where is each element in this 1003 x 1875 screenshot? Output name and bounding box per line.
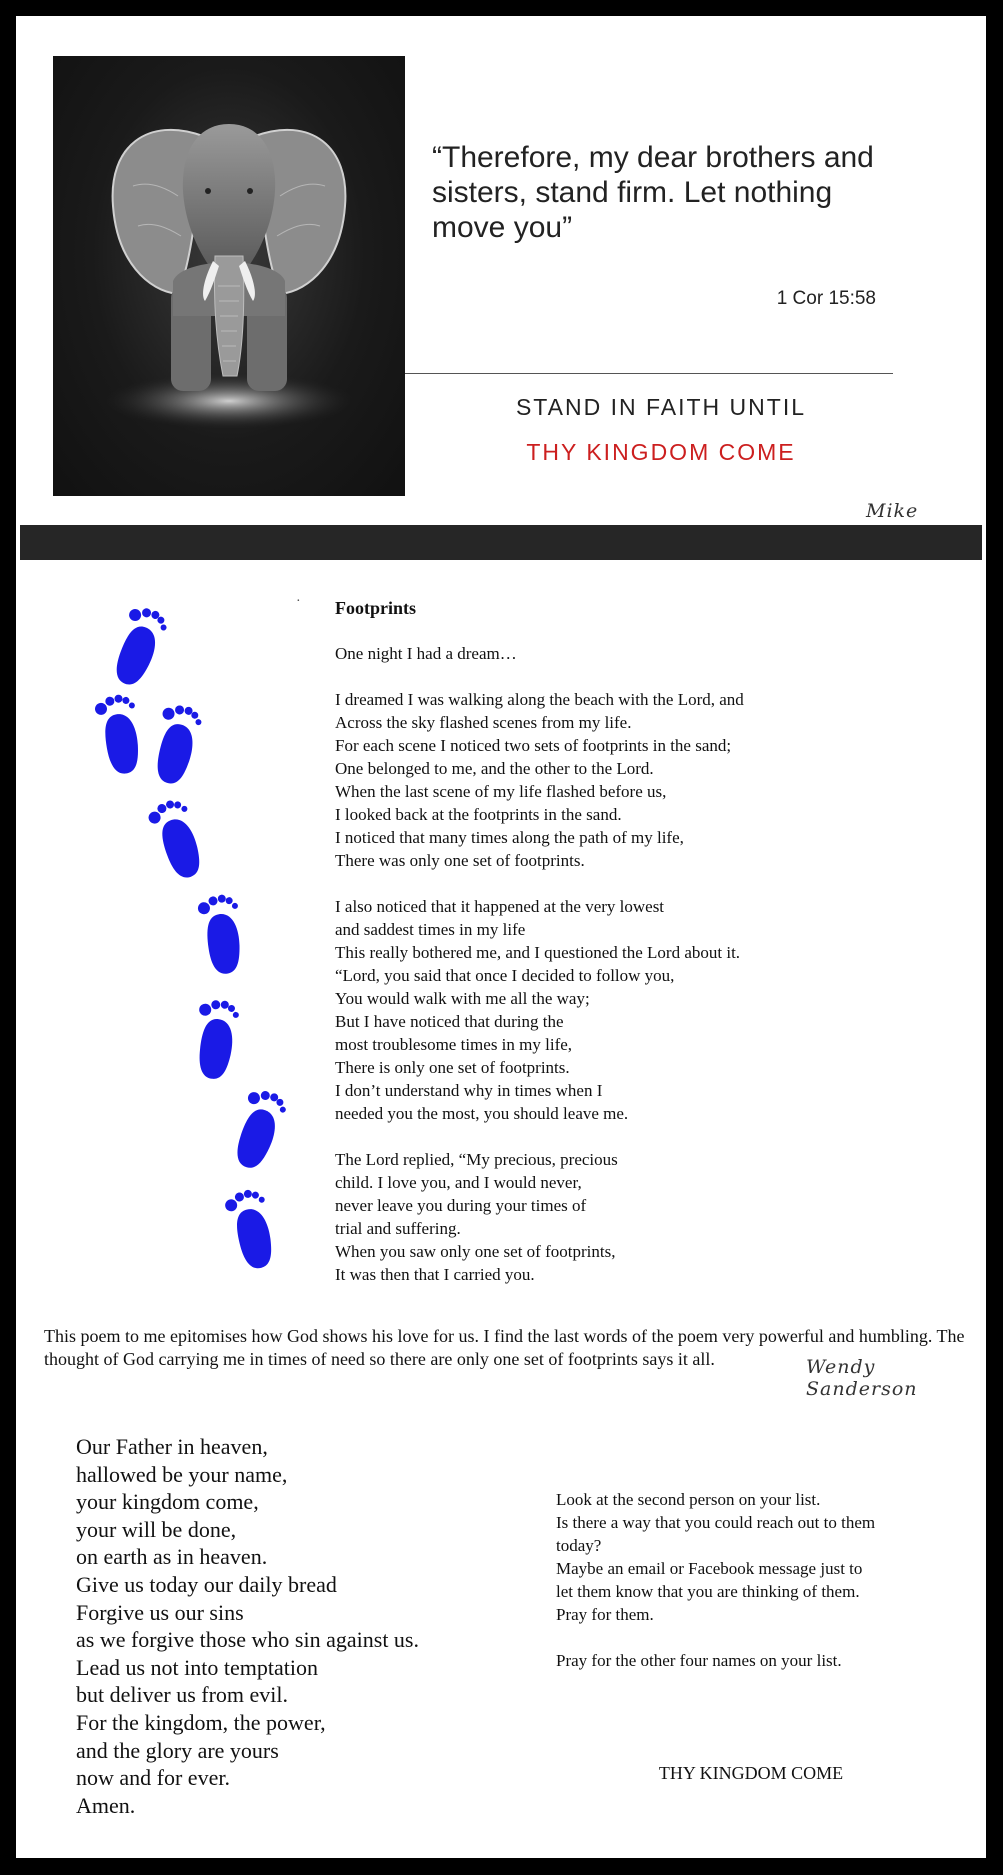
poem-body	[335, 642, 895, 1309]
poem-line: The Lord replied, “My precious, precious	[335, 1150, 618, 1169]
closing-heading: THY KINGDOM COME	[658, 1763, 844, 1783]
poem-line: There is only one set of footprints.	[335, 1058, 570, 1077]
prayer-line: hallowed be your name,	[76, 1461, 288, 1487]
poem-line: most troublesome times in my life,	[335, 1035, 573, 1054]
prayer-line: For the kingdom, the power,	[76, 1709, 326, 1735]
poem-line: “Lord, you said that once I decided to follow you,	[335, 966, 675, 985]
prayer-line: now and for ever.	[76, 1765, 230, 1791]
prayer-line: your will be done,	[76, 1516, 237, 1542]
prayer-line: Give us today our daily bread	[76, 1571, 337, 1597]
poem-line: I noticed that many times along the path of my life,	[335, 828, 684, 847]
action-line: today?	[556, 1536, 602, 1555]
poem-line: trial and suffering.	[335, 1219, 461, 1238]
elephant-illustration	[53, 56, 405, 496]
poem-line: One belonged to me, and the other to the Lord.	[335, 759, 654, 778]
scripture-reference: 1 Cor 15:58	[776, 288, 876, 309]
poem-stanza	[335, 642, 895, 665]
poem-line: This really bothered me, and I questioned the Lord about it.	[335, 943, 741, 962]
spacer	[556, 1626, 946, 1649]
poem-line: I don’t understand why in times when I	[335, 1081, 603, 1100]
prayer-line: as we forgive those who sin against us.	[76, 1627, 419, 1653]
poem-stanza	[335, 895, 895, 1125]
action-line: Pray for them.	[556, 1605, 654, 1624]
page	[16, 16, 986, 1858]
prayer-line: Forgive us our sins	[76, 1599, 244, 1625]
prayer-line: Our Father in heaven,	[76, 1434, 268, 1459]
prayer-line: Amen.	[76, 1792, 136, 1818]
action-line: let them know that you are thinking of them.	[556, 1582, 860, 1601]
poem-stanza	[335, 688, 895, 872]
action-line: Is there a way that you could reach out to them	[556, 1513, 876, 1532]
author-signature: Mike	[866, 500, 919, 522]
action-final-line: Pray for the other four names on your list.	[556, 1651, 842, 1670]
poem-line: When the last scene of my life flashed before us,	[335, 782, 667, 801]
poem-line: But I have noticed that during the	[335, 1012, 564, 1031]
prayer-line: but deliver us from evil.	[76, 1682, 289, 1708]
footprints-illustration	[86, 586, 306, 1301]
poem-line: never leave you during your times of	[335, 1196, 587, 1215]
poem-marker: ·	[296, 594, 301, 609]
poem-line: child. I love you, and I would never,	[335, 1173, 582, 1192]
poem-stanza	[335, 1148, 895, 1286]
lords-prayer	[76, 1433, 496, 1819]
poem-line: It was then that I carried you.	[335, 1265, 535, 1284]
divider	[405, 373, 893, 374]
action-line: Look at the second person on your list.	[556, 1490, 821, 1509]
poem-line: For each scene I noticed two sets of footprints in the sand;	[335, 736, 732, 755]
poem-title: Footprints	[335, 598, 416, 618]
poem-line: I also noticed that it happened at the very lowest	[335, 897, 665, 916]
poem-line: When you saw only one set of footprints,	[335, 1242, 616, 1261]
scripture-quote: “Therefore, my dear brothers and sisters, stand firm. Let nothing move you”	[432, 141, 874, 244]
prayer-line: Lead us not into temptation	[76, 1654, 318, 1680]
reflection-paragraph: This poem to me epitomises how God shows his love for us. I find the last words of the poem very powerful and humbling. The thought of God carrying me in times of need so there are only one set of footprints says it all.	[44, 1326, 965, 1369]
tagline-accent: THY KINGDOM COME	[526, 439, 796, 465]
poem-line: Across the sky flashed scenes from my life.	[335, 713, 632, 732]
reflection-signature: Wendy Sanderson	[806, 1356, 918, 1400]
section-divider-band	[20, 525, 982, 560]
prayer-line: on earth as in heaven.	[76, 1544, 268, 1570]
footprints-image	[86, 586, 306, 1301]
poem-line: I dreamed I was walking along the beach with the Lord, and	[335, 690, 744, 709]
poem-line: You would walk with me all the way;	[335, 989, 590, 1008]
action-prompt	[556, 1488, 946, 1672]
poem-line: I looked back at the footprints in the sand.	[335, 805, 622, 824]
elephant-photo	[53, 56, 405, 496]
tagline: STAND IN FAITH UNTIL	[515, 394, 807, 420]
poem-line: One night I had a dream…	[335, 644, 517, 663]
poem-line: There was only one set of footprints.	[335, 851, 585, 870]
prayer-line: your kingdom come,	[76, 1489, 259, 1515]
poem-line: and saddest times in my life	[335, 920, 526, 939]
action-line: Maybe an email or Facebook message just to	[556, 1559, 863, 1578]
prayer-line: and the glory are yours	[76, 1737, 279, 1763]
poem-line: needed you the most, you should leave me.	[335, 1104, 629, 1123]
